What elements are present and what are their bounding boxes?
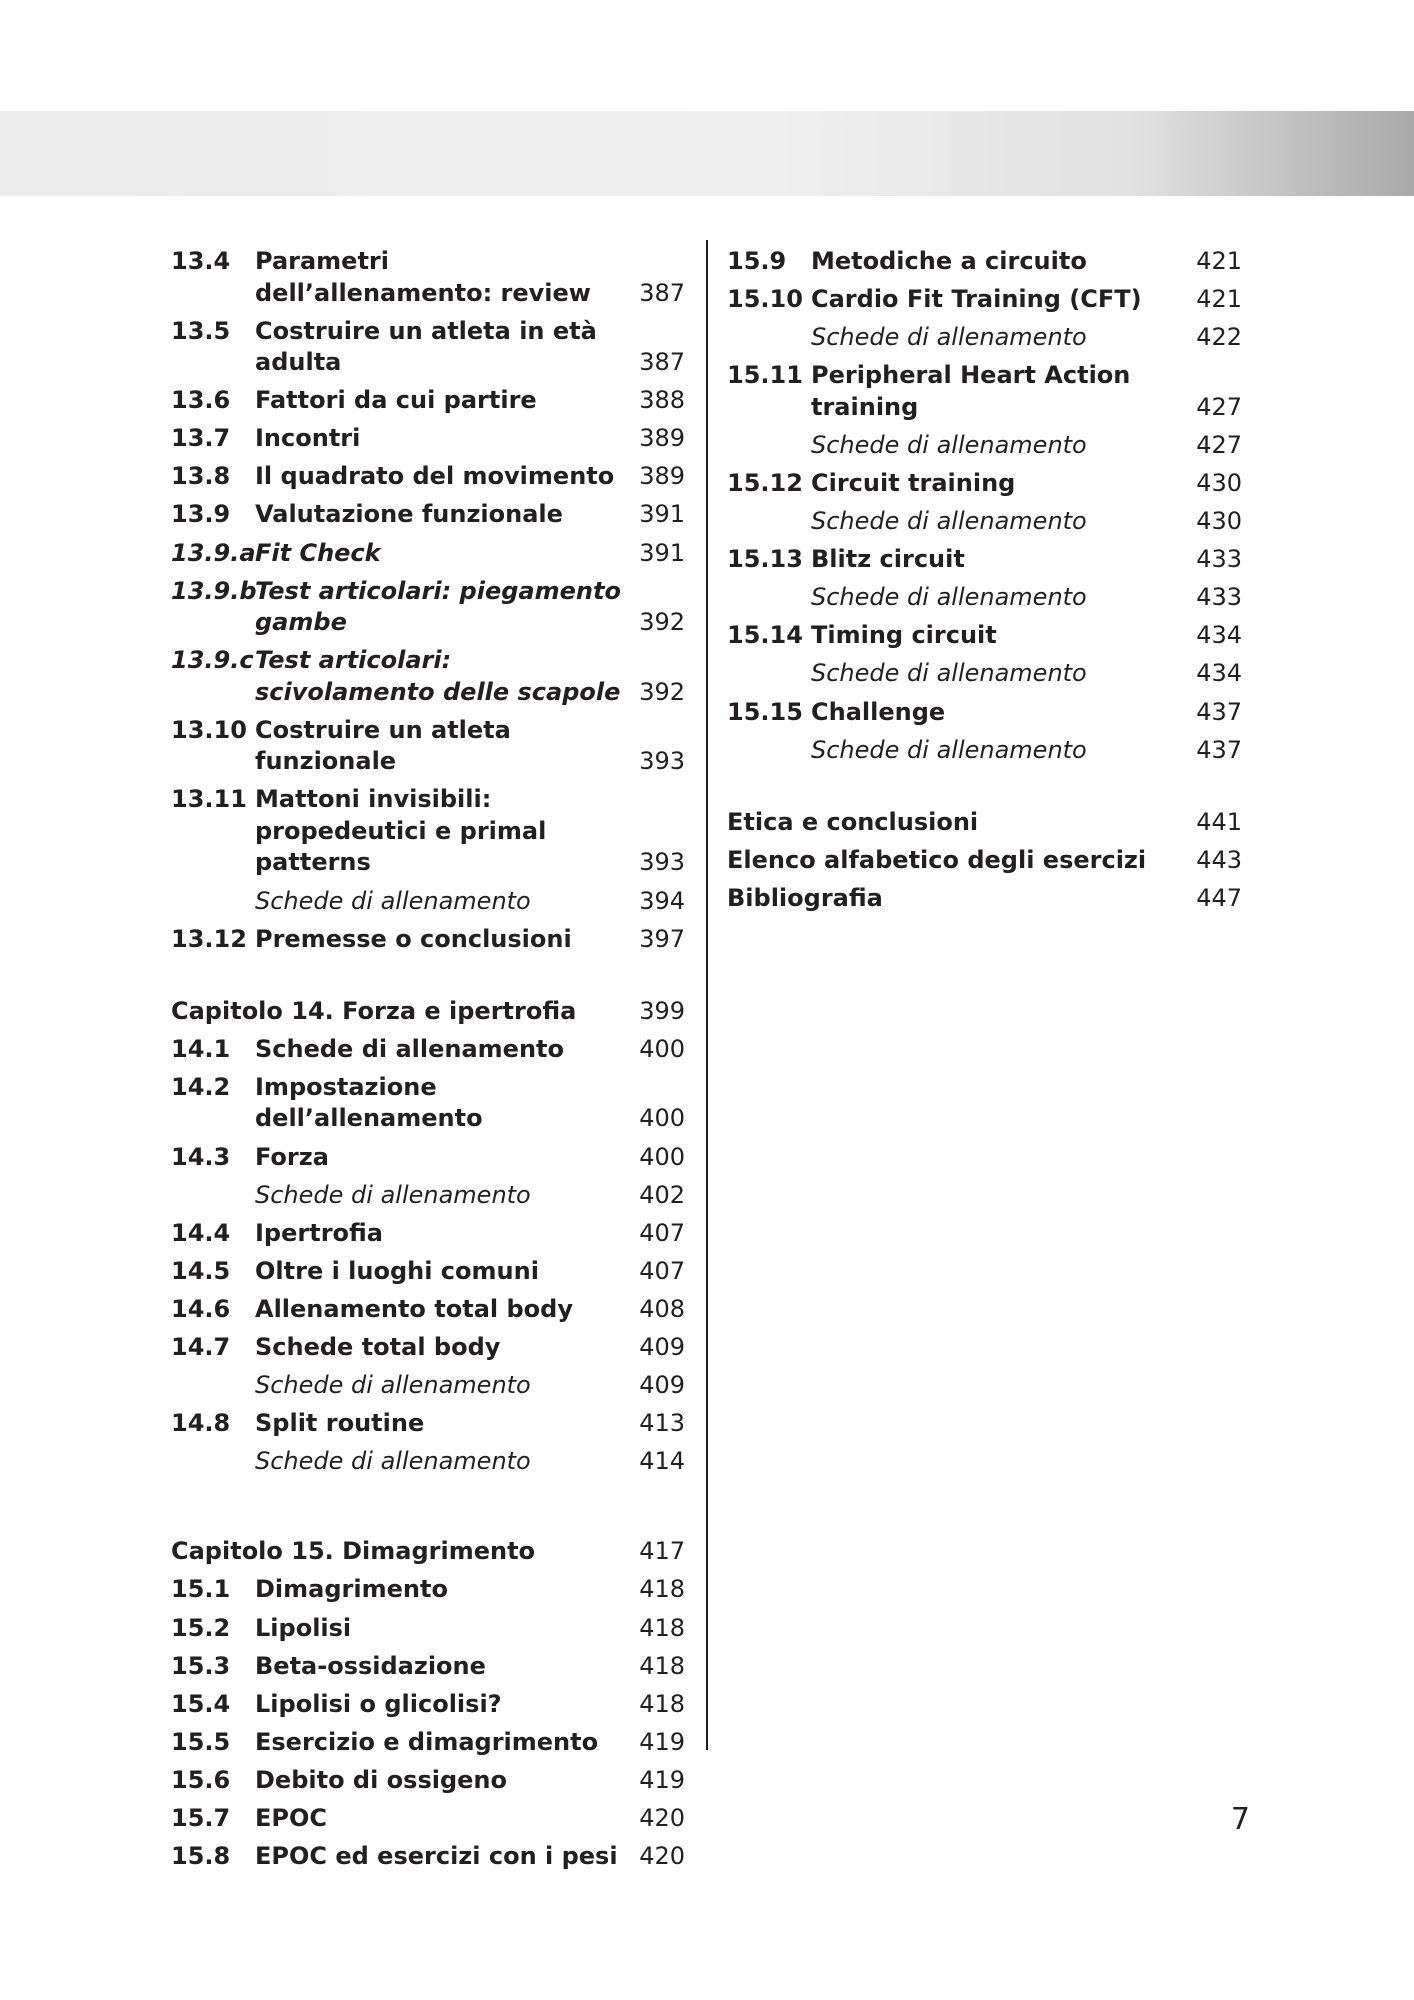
page-ref: 420 — [639, 1804, 685, 1832]
entry-number: 13.5 — [171, 316, 231, 345]
page-ref: 388 — [639, 386, 685, 415]
entry-number: 15.13 — [727, 545, 803, 574]
toc-entry[interactable] — [171, 243, 685, 313]
toc-right-column — [727, 243, 1242, 918]
toc-entry[interactable] — [171, 382, 685, 420]
entry-number: 13.9.c — [171, 646, 254, 675]
page-ref: 418 — [639, 1689, 685, 1718]
entry-number: 15.5 — [171, 1727, 231, 1756]
toc-entry[interactable] — [171, 1724, 685, 1762]
toc-entry[interactable] — [727, 281, 1242, 319]
toc-entry-sub[interactable] — [727, 503, 1242, 541]
entry-number: 14.7 — [171, 1332, 231, 1361]
page-ref: 387 — [639, 278, 685, 307]
toc-entry-sub[interactable] — [727, 319, 1242, 357]
entry-title: EPOC — [255, 1804, 327, 1832]
page-number: 7 — [1230, 1802, 1250, 1837]
entry-title: Premesse o conclusioni — [255, 924, 572, 953]
entry-title: Schede di allenamento — [811, 583, 1087, 612]
page-ref: 419 — [639, 1727, 685, 1756]
entry-title: Challenge — [811, 697, 946, 726]
entry-title: Schede di allenamento — [255, 1180, 531, 1209]
toc-entry-sub[interactable] — [171, 1177, 685, 1215]
page-ref: 434 — [1196, 621, 1242, 650]
toc-entry[interactable] — [171, 313, 685, 383]
entry-title: Forza — [255, 1142, 329, 1171]
toc-entry[interactable] — [171, 1838, 685, 1876]
page-ref: 441 — [1196, 807, 1242, 836]
toc-entry[interactable] — [171, 1291, 685, 1329]
page-ref: 421 — [1196, 285, 1242, 314]
page-ref: 409 — [639, 1332, 685, 1361]
entry-title: Incontri — [255, 424, 361, 453]
toc-left-column — [171, 243, 685, 1876]
page-ref: 437 — [1196, 697, 1242, 726]
entry-number: 15.15 — [727, 697, 803, 726]
page-ref: 443 — [1196, 845, 1242, 874]
entry-number: 15.12 — [727, 468, 803, 497]
entry-number: 15.1 — [171, 1575, 231, 1604]
page-ref: 389 — [639, 424, 685, 453]
page-ref: 437 — [1196, 735, 1242, 764]
entry-title: Dimagrimento — [255, 1575, 448, 1604]
page-ref: 433 — [1196, 583, 1242, 612]
toc-entry-sub[interactable] — [171, 1443, 685, 1481]
page-ref: 392 — [639, 677, 685, 706]
entry-title: Schede total body — [255, 1332, 501, 1361]
toc-section-chapter15 — [171, 1571, 685, 1876]
toc-entry-backmatter[interactable] — [727, 880, 1242, 918]
entry-title: Cardio Fit Training (CFT) — [811, 285, 1142, 314]
page-ref: 413 — [639, 1409, 685, 1438]
entry-title: Schede di allenamento — [255, 886, 531, 915]
toc-entry[interactable] — [171, 1329, 685, 1367]
toc-section-chapter14 — [171, 1031, 685, 1482]
entry-number: 13.6 — [171, 386, 231, 415]
toc-entry[interactable] — [171, 1405, 685, 1443]
toc-entry[interactable] — [727, 617, 1242, 655]
entry-title: Debito di ossigeno — [255, 1765, 507, 1794]
entry-title: Impostazione dell’allenamento — [255, 1072, 483, 1133]
entry-number: 15.11 — [727, 361, 803, 390]
toc-section-chapter13 — [171, 243, 685, 959]
toc-entry[interactable] — [171, 642, 685, 712]
entry-title: Oltre i luoghi comuni — [255, 1256, 539, 1285]
entry-title: Parametri dell’allenamento: review — [255, 247, 591, 307]
entry-title: Etica e conclusioni — [727, 807, 979, 836]
entry-number: 15.9 — [727, 247, 787, 275]
toc-entry-sub[interactable] — [171, 1367, 685, 1405]
toc-entry-sub[interactable] — [727, 655, 1242, 693]
entry-number: 14.6 — [171, 1294, 231, 1323]
entry-number: 13.9.a — [171, 538, 256, 567]
page-ref: 418 — [639, 1613, 685, 1642]
entry-title: Fit Check — [255, 538, 381, 567]
page-ref: 393 — [639, 848, 685, 877]
page-ref: 417 — [639, 1537, 685, 1566]
entry-title: Lipolisi o glicolisi? — [255, 1689, 502, 1718]
toc-entry[interactable] — [171, 1610, 685, 1648]
page-ref: 434 — [1196, 659, 1242, 688]
page-ref: 389 — [639, 462, 685, 491]
chapter-title: Capitolo 15. Dimagrimento — [171, 1537, 536, 1566]
entry-title: Schede di allenamento — [255, 1371, 531, 1400]
page-ref: 418 — [639, 1651, 685, 1680]
entry-title: Metodiche a circuito — [811, 247, 1087, 275]
page-ref: 393 — [639, 747, 685, 776]
toc-entry-sub[interactable] — [727, 579, 1242, 617]
page-ref: 400 — [639, 1104, 685, 1133]
toc-entry[interactable] — [727, 357, 1242, 427]
toc-entry[interactable] — [171, 1069, 685, 1139]
entry-title: Schede di allenamento — [811, 735, 1087, 764]
entry-title: Circuit training — [811, 468, 1016, 497]
entry-number: 13.7 — [171, 424, 231, 453]
page-ref: 391 — [639, 538, 685, 567]
toc-entry[interactable] — [171, 781, 685, 882]
page-ref: 392 — [639, 608, 685, 637]
toc-entry-backmatter[interactable] — [727, 842, 1242, 880]
page-ref: 400 — [639, 1142, 685, 1171]
entry-title: Elenco alfabetico degli esercizi — [727, 845, 1147, 874]
entry-title: Fattori da cui partire — [255, 386, 537, 415]
page-ref: 418 — [639, 1575, 685, 1604]
page-ref: 433 — [1196, 545, 1242, 574]
entry-title: Blitz circuit — [811, 545, 965, 574]
entry-title: Ipertrofia — [255, 1218, 384, 1247]
toc-entry[interactable] — [171, 1215, 685, 1253]
toc-entry[interactable] — [171, 1800, 685, 1838]
chapter-heading-15[interactable] — [171, 1533, 685, 1571]
page-ref: 408 — [639, 1294, 685, 1323]
toc-entry[interactable] — [171, 921, 685, 959]
entry-title: Mattoni invisibili: propedeutici e primal patterns — [255, 785, 547, 877]
entry-number: 15.3 — [171, 1651, 231, 1680]
column-divider — [706, 240, 708, 1750]
toc-entry-sub[interactable] — [171, 883, 685, 921]
entry-number: 15.4 — [171, 1689, 231, 1718]
toc-entry[interactable] — [171, 1571, 685, 1609]
entry-number: 13.4 — [171, 247, 231, 275]
toc-entry[interactable] — [171, 1762, 685, 1800]
entry-number: 14.3 — [171, 1142, 231, 1171]
page-ref: 397 — [639, 924, 685, 953]
header-band — [0, 111, 1414, 196]
entry-number: 14.5 — [171, 1256, 231, 1285]
entry-number: 13.11 — [171, 785, 247, 814]
toc-back-matter — [727, 804, 1242, 918]
toc-entry[interactable] — [171, 1253, 685, 1291]
toc-entry-sub[interactable] — [727, 732, 1242, 770]
entry-title: Test articolari: piegamento gambe — [255, 576, 621, 637]
toc-entry[interactable] — [171, 420, 685, 458]
entry-number: 15.7 — [171, 1804, 231, 1832]
toc-entry[interactable] — [171, 535, 685, 573]
page-ref: 409 — [639, 1371, 685, 1400]
entry-number: 15.2 — [171, 1613, 231, 1642]
entry-title: Schede di allenamento — [255, 1034, 564, 1063]
entry-title: Allenamento total body — [255, 1294, 573, 1323]
entry-number: 15.8 — [171, 1842, 231, 1871]
entry-number: 15.14 — [727, 621, 803, 650]
entry-title: Costruire un atleta funzionale — [255, 715, 511, 776]
entry-number: 14.4 — [171, 1218, 231, 1247]
chapter-title: Capitolo 14. Forza e ipertrofia — [171, 996, 577, 1025]
entry-title: Peripheral Heart Action training — [811, 361, 1131, 421]
entry-number: 13.10 — [171, 715, 247, 744]
entry-number: 13.9 — [171, 500, 231, 529]
entry-title: Esercizio e dimagrimento — [255, 1727, 599, 1756]
entry-title: Schede di allenamento — [811, 323, 1087, 352]
entry-number: 14.1 — [171, 1034, 231, 1063]
page-ref: 430 — [1196, 507, 1242, 536]
toc-entry[interactable] — [727, 694, 1242, 732]
entry-title: Costruire un atleta in età adulta — [255, 316, 597, 377]
entry-number: 15.6 — [171, 1765, 231, 1794]
entry-title: Lipolisi — [255, 1613, 352, 1642]
toc-section-chapter15-cont — [727, 243, 1242, 770]
page-ref: 402 — [639, 1180, 685, 1209]
page-ref: 399 — [639, 996, 685, 1025]
toc-entry[interactable] — [171, 1686, 685, 1724]
entry-title: Valutazione funzionale — [255, 500, 563, 529]
page-ref: 407 — [639, 1218, 685, 1247]
page-ref: 394 — [639, 886, 685, 915]
toc-entry[interactable] — [171, 573, 685, 643]
chapter-heading-14[interactable] — [171, 993, 685, 1031]
toc-entry[interactable] — [171, 712, 685, 782]
entry-title: Test articolari: scivolamento delle scapole — [255, 646, 621, 706]
page-ref: 430 — [1196, 468, 1242, 497]
entry-title: Schede di allenamento — [811, 507, 1087, 536]
entry-number: 13.8 — [171, 462, 231, 491]
entry-number: 13.12 — [171, 924, 247, 953]
entry-title: Il quadrato del movimento — [255, 462, 615, 491]
toc-entry[interactable] — [171, 1648, 685, 1686]
page-ref: 427 — [1196, 392, 1242, 421]
page-ref: 420 — [639, 1842, 685, 1871]
entry-title: Timing circuit — [811, 621, 997, 650]
toc-entry[interactable] — [727, 541, 1242, 579]
toc-entry[interactable] — [171, 458, 685, 496]
toc-entry[interactable] — [727, 465, 1242, 503]
page-ref: 400 — [639, 1034, 685, 1063]
page-ref: 414 — [639, 1447, 685, 1476]
entry-title: Schede di allenamento — [811, 430, 1087, 459]
page-ref: 419 — [639, 1765, 685, 1794]
page-ref: 422 — [1196, 323, 1242, 352]
toc-entry-backmatter[interactable] — [727, 804, 1242, 842]
entry-number: 14.8 — [171, 1409, 231, 1438]
page-ref: 421 — [1196, 247, 1242, 275]
entry-number: 13.9.b — [171, 576, 257, 605]
toc-entry[interactable] — [171, 1031, 685, 1069]
page-ref: 391 — [639, 500, 685, 529]
toc-entry[interactable] — [171, 496, 685, 534]
toc-entry[interactable] — [171, 1139, 685, 1177]
page-ref: 407 — [639, 1256, 685, 1285]
page-ref: 427 — [1196, 430, 1242, 459]
toc-entry[interactable] — [727, 243, 1242, 281]
page-ref: 447 — [1196, 883, 1242, 912]
page-ref: 387 — [639, 348, 685, 377]
entry-title: Schede di allenamento — [255, 1447, 531, 1476]
entry-title: Bibliografia — [727, 883, 883, 912]
entry-number: 15.10 — [727, 285, 803, 314]
entry-number: 14.2 — [171, 1072, 231, 1101]
entry-title: EPOC ed esercizi con i pesi — [255, 1842, 618, 1871]
toc-entry-sub[interactable] — [727, 427, 1242, 465]
entry-title: Beta-ossidazione — [255, 1651, 486, 1680]
entry-title: Split routine — [255, 1409, 425, 1438]
entry-title: Schede di allenamento — [811, 659, 1087, 688]
